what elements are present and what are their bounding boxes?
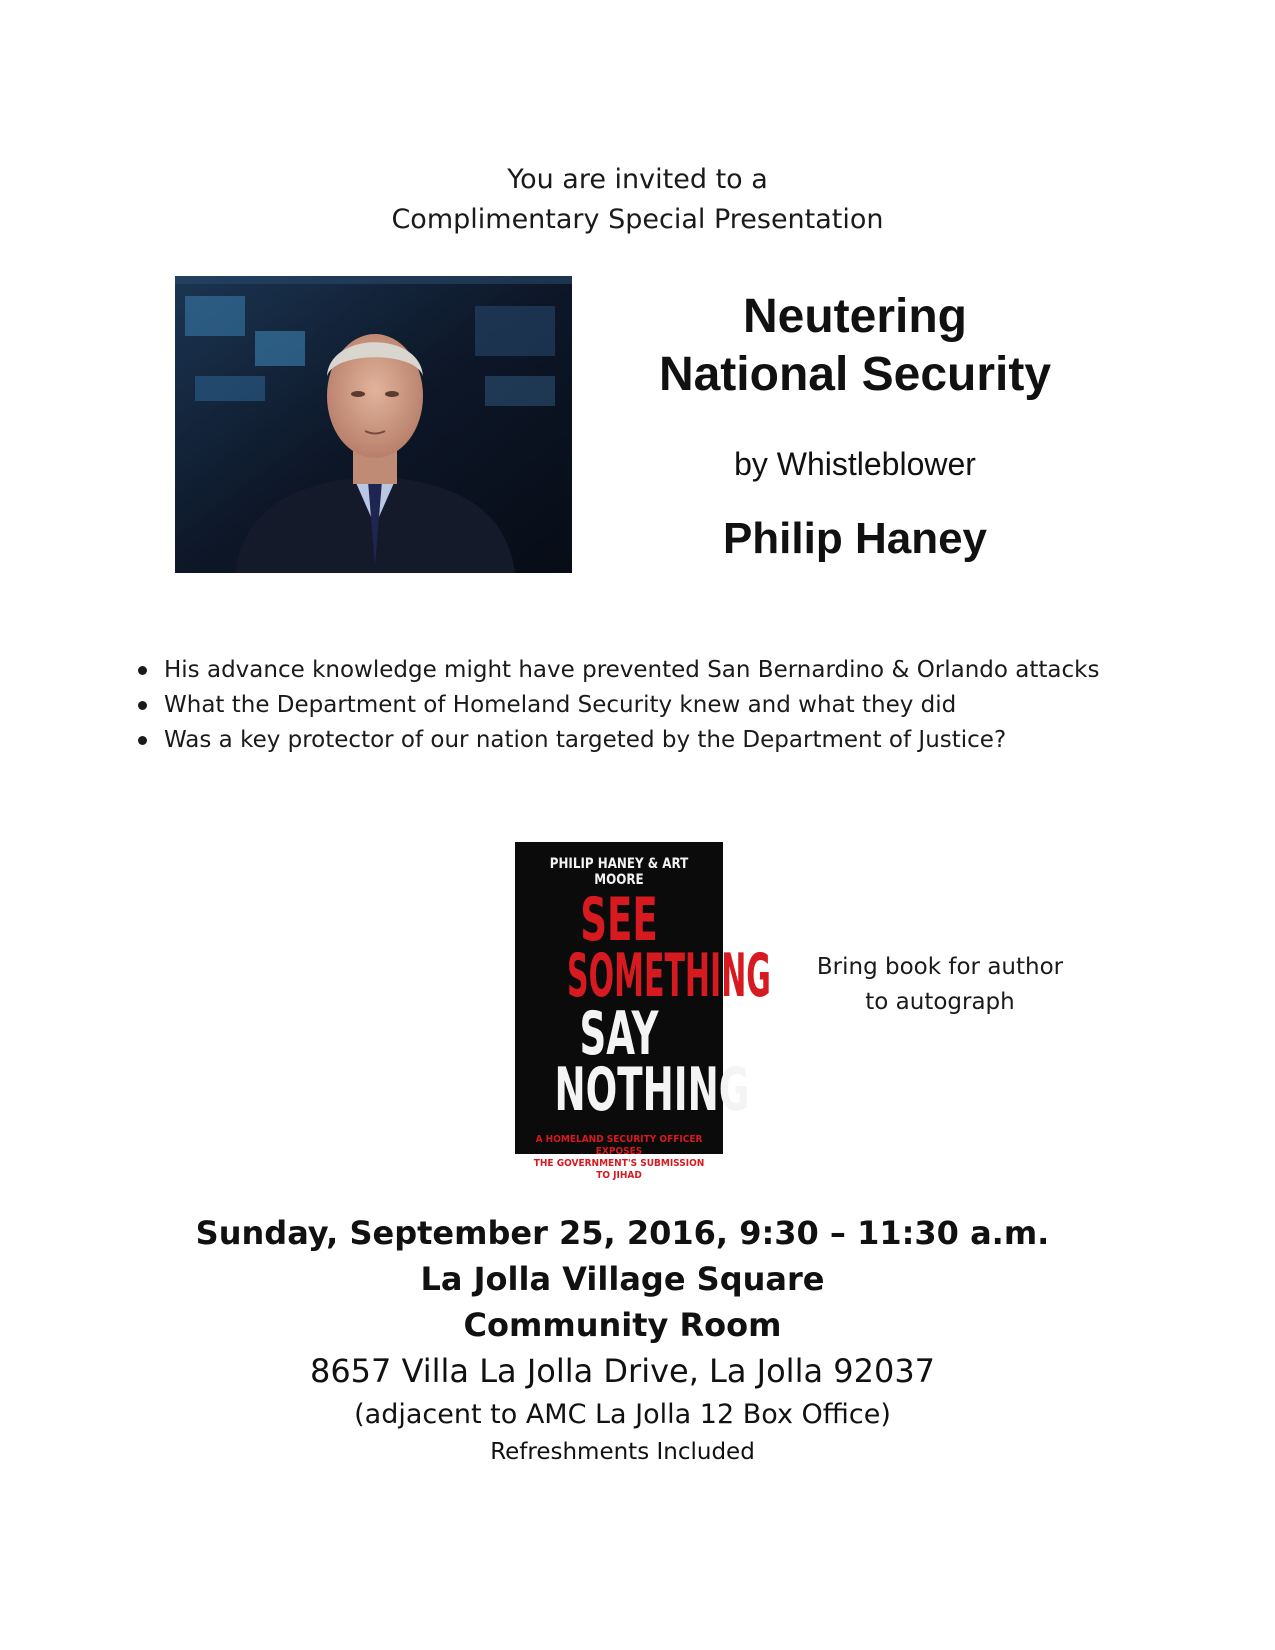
list-item-text: What the Department of Homeland Security knew and what they did	[164, 692, 957, 718]
bullet-icon	[138, 736, 147, 745]
presentation-title-line-1: Neutering	[742, 290, 967, 343]
presentation-title-line-2: National Security	[658, 348, 1052, 401]
list-item	[135, 688, 1215, 723]
list-item	[135, 653, 1215, 688]
list-item-text: Was a key protector of our nation targeted by the Department of Justice?	[164, 727, 1007, 753]
event-room: Community Room	[463, 1306, 782, 1344]
invitation-line-2: Complimentary Special Presentation	[391, 204, 884, 235]
event-details	[0, 1210, 1245, 1468]
event-location-note: (adjacent to AMC La Jolla 12 Box Office)	[354, 1399, 891, 1430]
book-title-nothing: NOTHING	[554, 1055, 750, 1125]
event-datetime: Sunday, September 25, 2016, 9:30 – 11:30 a.m.	[195, 1214, 1050, 1252]
list-item	[135, 723, 1215, 758]
list-item-text: His advance knowledge might have prevented San Bernardino & Orlando attacks	[164, 657, 1100, 683]
book-title-something: SOMETHING	[567, 941, 771, 1011]
book-subtitle	[525, 1134, 712, 1182]
book-authors: PHILIP HANEY & ART MOORE	[549, 856, 689, 888]
invitation-line-1: You are invited to a	[507, 164, 768, 195]
event-venue: La Jolla Village Square	[420, 1260, 825, 1298]
bullet-icon	[138, 701, 147, 710]
topic-list	[135, 653, 1215, 758]
presentation-title-block	[610, 280, 1100, 566]
book-subtitle-line-1: A HOMELAND SECURITY OFFICER EXPOSES	[535, 1134, 703, 1157]
speaker-name: Philip Haney	[722, 514, 988, 563]
book-title-see: SEE	[580, 885, 658, 955]
book-title-say: SAY	[579, 999, 659, 1069]
presentation-byline: by Whistleblower	[734, 446, 976, 482]
autograph-note-line-1: Bring book for author	[816, 954, 1064, 980]
book-subtitle-line-2: THE GOVERNMENT'S SUBMISSION TO JIHAD	[533, 1158, 705, 1181]
book-cover	[515, 842, 771, 1181]
event-refreshments: Refreshments Included	[490, 1439, 755, 1465]
invitation-text	[0, 160, 1275, 240]
event-address: 8657 Villa La Jolla Drive, La Jolla 92037	[309, 1352, 936, 1390]
presentation-title	[610, 288, 1100, 404]
autograph-note-line-2: to autograph	[865, 989, 1015, 1015]
autograph-note	[790, 950, 1090, 1020]
speaker-photo	[175, 276, 572, 573]
bullet-icon	[138, 666, 147, 675]
